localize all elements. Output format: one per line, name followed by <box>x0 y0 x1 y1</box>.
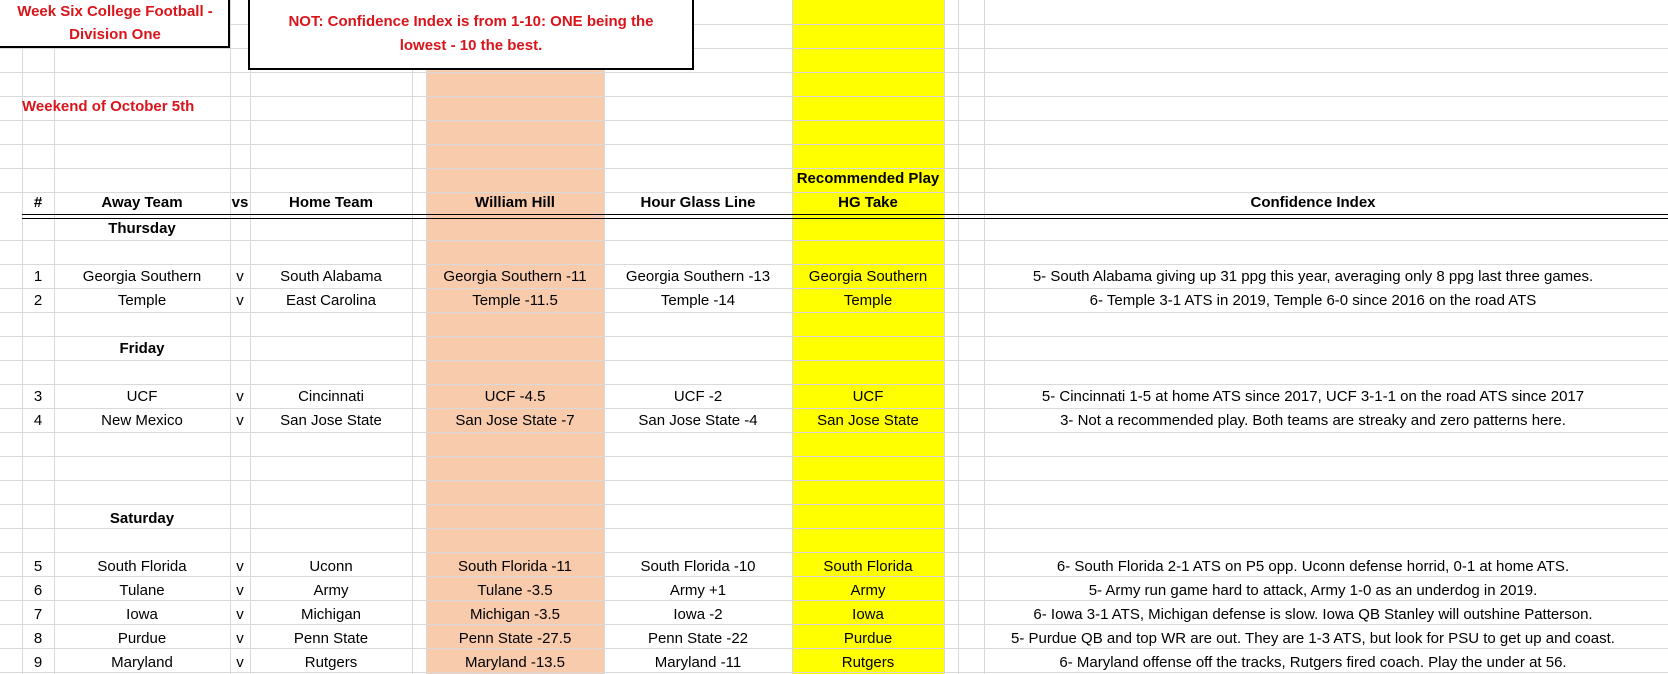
away-team: New Mexico <box>101 412 183 429</box>
day-label-thursday: Thursday <box>108 220 176 237</box>
william-hill-line: Tulane -3.5 <box>477 582 553 599</box>
hour-glass-line: Maryland -11 <box>654 654 742 671</box>
william-hill-line: Maryland -13.5 <box>464 654 566 671</box>
home-team: San Jose State <box>280 412 382 429</box>
away-team: Iowa <box>126 606 158 623</box>
game-num: 1 <box>33 268 43 285</box>
vs-marker: v <box>236 582 244 599</box>
day-label-friday: Friday <box>119 340 165 357</box>
header-double-border <box>22 214 1668 219</box>
vs-marker: v <box>236 630 244 647</box>
game-num: 2 <box>33 292 43 309</box>
confidence-index: 6- Iowa 3-1 ATS, Michigan defense is slow. Iowa QB Stanley will outshine Patterson. <box>1033 606 1593 623</box>
hour-glass-line: South Florida -10 <box>640 558 756 575</box>
william-hill-line: Temple -11.5 <box>472 292 558 309</box>
hg-take: Purdue <box>843 630 893 647</box>
game-num: 8 <box>33 630 43 647</box>
vs-marker: v <box>236 558 244 575</box>
home-team: Penn State <box>293 630 369 647</box>
confidence-index: 3- Not a recommended play. Both teams are streaky and zero patterns here. <box>1060 412 1566 429</box>
william-hill-line: Georgia Southern -11 <box>443 268 587 285</box>
confidence-note: NOT: Confidence Index is from 1-10: ONE being the lowest - 10 the best. <box>288 13 654 54</box>
recommended-play-label: Recommended Play <box>796 170 940 187</box>
away-team: Maryland <box>111 654 173 671</box>
hour-glass-line: Penn State -22 <box>647 630 749 647</box>
note-box <box>248 0 694 70</box>
vs-marker: v <box>236 412 244 429</box>
away-team: UCF <box>126 388 158 405</box>
col-header-away: Away Team <box>101 194 183 211</box>
game-num: 3 <box>33 388 43 405</box>
william-hill-line: Michigan -3.5 <box>469 606 561 623</box>
william-hill-line: South Florida -11 <box>458 558 572 575</box>
col-header-hour-glass: Hour Glass Line <box>640 194 756 211</box>
col-header-num: # <box>33 194 43 211</box>
game-num: 6 <box>33 582 43 599</box>
game-num: 4 <box>33 412 43 429</box>
confidence-index: 5- Cincinnati 1-5 at home ATS since 2017, UCF 3-1-1 on the road ATS since 2017 <box>1041 388 1585 405</box>
hg-take: Iowa <box>852 606 884 623</box>
hg-take: Georgia Southern <box>808 268 928 285</box>
vs-marker: v <box>236 388 244 405</box>
weekend-label: Weekend of October 5th <box>22 98 195 115</box>
away-team: Temple <box>117 292 167 309</box>
hour-glass-line: San Jose State -4 <box>638 412 758 429</box>
home-team: Cincinnati <box>298 388 364 405</box>
col-header-confidence: Confidence Index <box>1250 194 1376 211</box>
home-team: East Carolina <box>285 292 377 309</box>
away-team: Tulane <box>119 582 165 599</box>
confidence-index: 5- Army run game hard to attack, Army 1-0 as an underdog in 2019. <box>1088 582 1538 599</box>
hg-take: San Jose State <box>817 412 919 429</box>
william-hill-line: UCF -4.5 <box>484 388 546 405</box>
game-num: 9 <box>33 654 43 671</box>
col-header-home: Home Team <box>289 194 373 211</box>
confidence-index: 5- Purdue QB and top WR are out. They are 1-3 ATS, but look for PSU to get up and coast. <box>1011 630 1615 647</box>
william-hill-line: Penn State -27.5 <box>458 630 572 647</box>
col-header-vs: vs <box>231 194 249 211</box>
vs-marker: v <box>236 292 244 309</box>
vs-marker: v <box>236 654 244 671</box>
sheet-title: Week Six College Football - Division One <box>17 3 213 43</box>
confidence-index: 6- South Florida 2-1 ATS on P5 opp. Uconn defense horrid, 0-1 at home ATS. <box>1056 558 1570 575</box>
home-team: Uconn <box>309 558 353 575</box>
vs-marker: v <box>236 268 244 285</box>
hour-glass-line: UCF -2 <box>673 388 723 405</box>
hg-take: UCF <box>852 388 884 405</box>
hg-take: South Florida <box>823 558 913 575</box>
away-team: Georgia Southern <box>82 268 202 285</box>
away-team: Purdue <box>117 630 167 647</box>
col-header-hg-take: HG Take <box>838 194 898 211</box>
confidence-index: 6- Temple 3-1 ATS in 2019, Temple 6-0 since 2016 on the road ATS <box>1089 292 1537 309</box>
hour-glass-line: Temple -14 <box>660 292 736 309</box>
day-label-saturday: Saturday <box>109 510 175 527</box>
hour-glass-line: Army +1 <box>669 582 727 599</box>
hg-take: Army <box>850 582 886 599</box>
home-team: Rutgers <box>304 654 358 671</box>
home-team: Michigan <box>300 606 362 623</box>
hour-glass-line: Georgia Southern -13 <box>625 268 771 285</box>
game-num: 7 <box>33 606 43 623</box>
away-team: South Florida <box>97 558 187 575</box>
william-hill-line: San Jose State -7 <box>455 412 575 429</box>
hg-take: Rutgers <box>841 654 895 671</box>
confidence-index: 6- Maryland offense off the tracks, Rutgers fired coach. Play the under at 56. <box>1059 654 1567 671</box>
confidence-index: 5- South Alabama giving up 31 ppg this year, averaging only 8 ppg last three games. <box>1032 268 1594 285</box>
game-num: 5 <box>33 558 43 575</box>
hour-glass-line: Iowa -2 <box>673 606 723 623</box>
vs-marker: v <box>236 606 244 623</box>
col-header-william-hill: William Hill <box>475 194 555 211</box>
home-team: Army <box>313 582 349 599</box>
home-team: South Alabama <box>280 268 382 285</box>
hg-take: Temple <box>843 292 893 309</box>
title-box <box>0 0 230 48</box>
